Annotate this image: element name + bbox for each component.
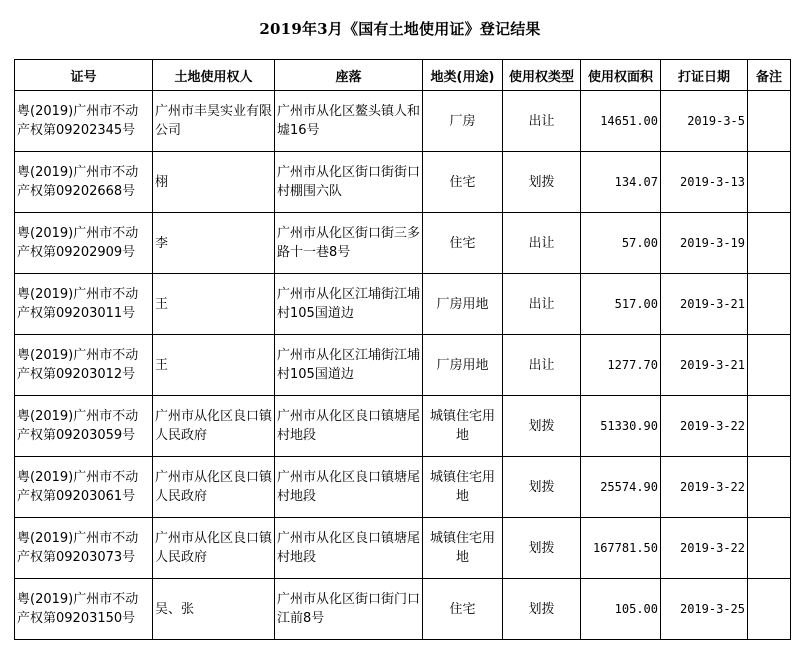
holder-cell: 王 xyxy=(153,335,275,396)
table-row xyxy=(15,213,791,274)
date-cell: 2019-3-19 xyxy=(661,213,748,274)
note-cell xyxy=(748,335,791,396)
header-land-use: 地类(用途) xyxy=(423,60,503,91)
land-use-cell: 厂房用地 xyxy=(423,274,503,335)
land-use-cell: 城镇住宅用地 xyxy=(423,396,503,457)
area-cell: 105.00 xyxy=(581,579,661,640)
area-cell: 14651.00 xyxy=(581,91,661,152)
date-cell: 2019-3-21 xyxy=(661,274,748,335)
location-cell: 广州市从化区良口镇塘尾村地段 xyxy=(275,457,423,518)
table-body xyxy=(15,91,791,640)
header-note: 备注 xyxy=(748,60,791,91)
holder-cell: 广州市从化区良口镇人民政府 xyxy=(153,518,275,579)
location-cell: 广州市从化区鳌头镇人和墟16号 xyxy=(275,91,423,152)
note-cell xyxy=(748,457,791,518)
table-row xyxy=(15,457,791,518)
location-cell: 广州市从化区江埔街江埔村105国道边 xyxy=(275,274,423,335)
holder-cell: 广州市从化区良口镇人民政府 xyxy=(153,396,275,457)
land-use-cell: 住宅 xyxy=(423,152,503,213)
right-type-cell: 划拨 xyxy=(503,579,581,640)
area-cell: 51330.90 xyxy=(581,396,661,457)
holder-cell: 栩 xyxy=(153,152,275,213)
holder-cell: 广州市丰昊实业有限公司 xyxy=(153,91,275,152)
area-cell: 517.00 xyxy=(581,274,661,335)
land-use-cell: 厂房 xyxy=(423,91,503,152)
land-use-cell: 住宅 xyxy=(423,579,503,640)
registration-table xyxy=(14,59,791,640)
area-cell: 25574.90 xyxy=(581,457,661,518)
cert-no-cell: 粤(2019)广州市不动产权第09203011号 xyxy=(15,274,153,335)
cert-no-cell: 粤(2019)广州市不动产权第09203012号 xyxy=(15,335,153,396)
location-cell: 广州市从化区街口街街口村棚围六队 xyxy=(275,152,423,213)
table-row xyxy=(15,274,791,335)
right-type-cell: 出让 xyxy=(503,274,581,335)
right-type-cell: 划拨 xyxy=(503,396,581,457)
area-cell: 167781.50 xyxy=(581,518,661,579)
land-use-cell: 城镇住宅用地 xyxy=(423,457,503,518)
table-row xyxy=(15,152,791,213)
location-cell: 广州市从化区街口街门口江前8号 xyxy=(275,579,423,640)
header-holder: 土地使用权人 xyxy=(153,60,275,91)
date-cell: 2019-3-22 xyxy=(661,518,748,579)
holder-cell: 李 xyxy=(153,213,275,274)
table-row xyxy=(15,396,791,457)
table-row xyxy=(15,91,791,152)
note-cell xyxy=(748,396,791,457)
note-cell xyxy=(748,152,791,213)
cert-no-cell: 粤(2019)广州市不动产权第09203059号 xyxy=(15,396,153,457)
header-area: 使用权面积 xyxy=(581,60,661,91)
cert-no-cell: 粤(2019)广州市不动产权第09202345号 xyxy=(15,91,153,152)
header-cert-no: 证号 xyxy=(15,60,153,91)
table-header-row xyxy=(15,60,791,91)
cert-no-cell: 粤(2019)广州市不动产权第09202668号 xyxy=(15,152,153,213)
land-use-cell: 城镇住宅用地 xyxy=(423,518,503,579)
cert-no-cell: 粤(2019)广州市不动产权第09203061号 xyxy=(15,457,153,518)
cert-no-cell: 粤(2019)广州市不动产权第09203150号 xyxy=(15,579,153,640)
table-row xyxy=(15,579,791,640)
holder-cell: 吴、张 xyxy=(153,579,275,640)
note-cell xyxy=(748,213,791,274)
land-use-cell: 厂房用地 xyxy=(423,335,503,396)
note-cell xyxy=(748,579,791,640)
note-cell xyxy=(748,274,791,335)
table-row xyxy=(15,335,791,396)
date-cell: 2019-3-13 xyxy=(661,152,748,213)
location-cell: 广州市从化区江埔街江埔村105国道边 xyxy=(275,335,423,396)
right-type-cell: 划拨 xyxy=(503,152,581,213)
right-type-cell: 出让 xyxy=(503,91,581,152)
land-use-cell: 住宅 xyxy=(423,213,503,274)
table-row xyxy=(15,518,791,579)
cert-no-cell: 粤(2019)广州市不动产权第09202909号 xyxy=(15,213,153,274)
holder-cell: 王 xyxy=(153,274,275,335)
date-cell: 2019-3-5 xyxy=(661,91,748,152)
holder-cell: 广州市从化区良口镇人民政府 xyxy=(153,457,275,518)
note-cell xyxy=(748,91,791,152)
date-cell: 2019-3-25 xyxy=(661,579,748,640)
location-cell: 广州市从化区良口镇塘尾村地段 xyxy=(275,396,423,457)
header-date: 打证日期 xyxy=(661,60,748,91)
cert-no-cell: 粤(2019)广州市不动产权第09203073号 xyxy=(15,518,153,579)
area-cell: 134.07 xyxy=(581,152,661,213)
date-cell: 2019-3-22 xyxy=(661,396,748,457)
right-type-cell: 出让 xyxy=(503,213,581,274)
area-cell: 57.00 xyxy=(581,213,661,274)
date-cell: 2019-3-22 xyxy=(661,457,748,518)
location-cell: 广州市从化区良口镇塘尾村地段 xyxy=(275,518,423,579)
right-type-cell: 划拨 xyxy=(503,518,581,579)
right-type-cell: 出让 xyxy=(503,335,581,396)
area-cell: 1277.70 xyxy=(581,335,661,396)
note-cell xyxy=(748,518,791,579)
header-right-type: 使用权类型 xyxy=(503,60,581,91)
page-title: 2019年3月《国有土地使用证》登记结果 xyxy=(259,20,541,38)
location-cell: 广州市从化区街口街三多路十一巷8号 xyxy=(275,213,423,274)
header-location: 座落 xyxy=(275,60,423,91)
date-cell: 2019-3-21 xyxy=(661,335,748,396)
right-type-cell: 划拨 xyxy=(503,457,581,518)
